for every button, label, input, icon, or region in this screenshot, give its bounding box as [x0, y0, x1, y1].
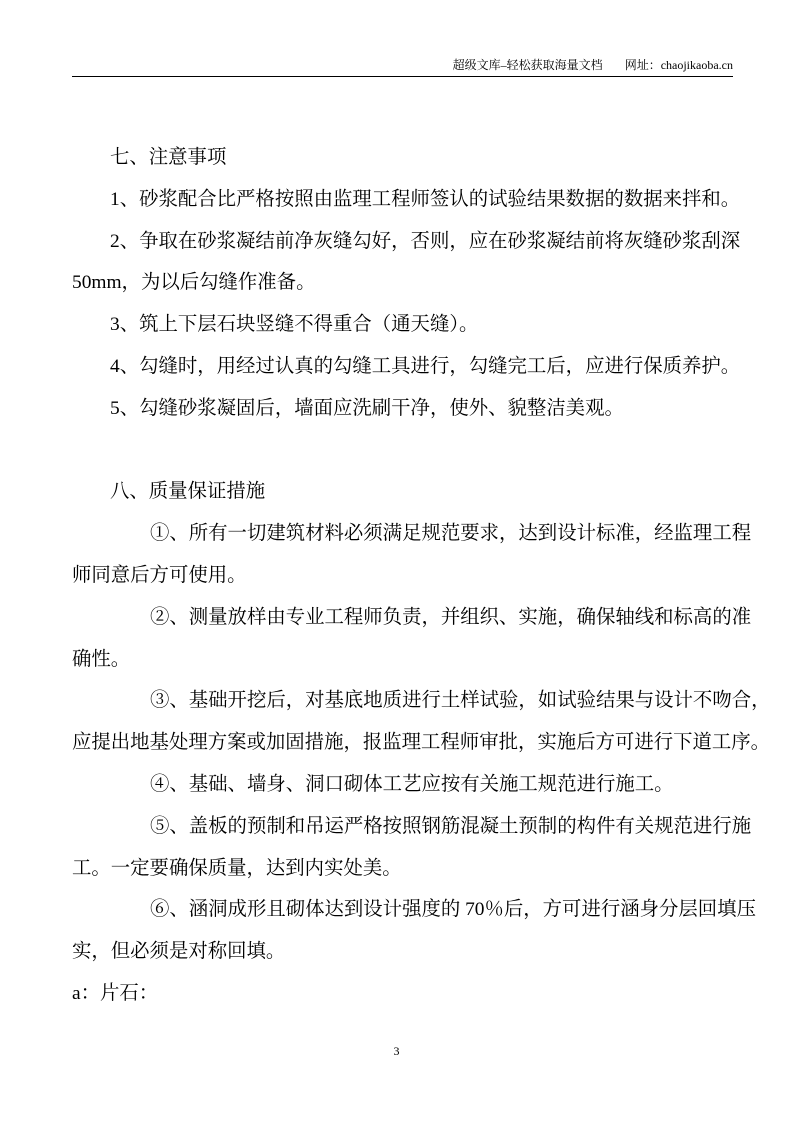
- list-item: [72, 764, 732, 806]
- paragraph-line: 确性。: [72, 648, 131, 670]
- section-heading: 七、注意事项: [110, 147, 227, 168]
- paragraph-line: 4、勾缝时，用经过认真的勾缝工具进行，勾缝完工后，应进行保质养护。: [110, 355, 741, 377]
- section7-items: [72, 179, 741, 430]
- paragraph-line: 应提出地基处理方案或加固措施，报监理工程师审批，实施后方可进行下道工序。: [72, 732, 771, 754]
- list-item: [72, 597, 752, 681]
- paragraph-line: 师同意后方可使用。: [72, 564, 247, 586]
- list-item: [72, 179, 741, 221]
- header-url: 网址：chaojikaoba.cn: [624, 58, 733, 72]
- paragraph-line: 5、勾缝砂浆凝固后，墙面应洗刷干净，使外、貌整洁美观。: [110, 397, 624, 419]
- paragraph-line: ③、基础开挖后，对基底地质进行土样试验，如试验结果与设计不吻合，: [150, 690, 771, 712]
- paragraph-line: 1、砂浆配合比严格按照由监理工程师签认的试验结果数据的数据来拌和。: [110, 188, 741, 210]
- paragraph-line: ②、测量放样由专业工程师负责，并组织、实施，确保轴线和标高的准: [150, 606, 752, 628]
- paragraph-line: 2、争取在砂浆凝结前净灰缝勾好，否则，应在砂浆凝结前将灰缝砂浆刮深: [110, 230, 741, 252]
- paragraph-line: ⑥、涵洞成形且砌体达到设计强度的 70％后，方可进行涵身分层回填压: [150, 899, 756, 921]
- paragraph-line: 工。一定要确保质量，达到内实处美。: [72, 857, 402, 879]
- list-item: [72, 513, 752, 597]
- header-site-title: 超级文库–轻松获取海量文档: [452, 58, 603, 72]
- section-heading: 八、质量保证措施: [110, 481, 266, 503]
- blank-line: [72, 430, 732, 472]
- subheading: a：片石：: [72, 982, 159, 1004]
- paragraph-line: ①、所有一切建筑材料必须满足规范要求，达到设计标准，经监理工程: [150, 523, 752, 545]
- list-item: [72, 806, 752, 890]
- page-number: 3: [393, 1044, 400, 1058]
- page-header: [72, 57, 733, 77]
- list-item: [72, 346, 741, 388]
- paragraph-line: 50mm，为以后勾缝作准备。: [72, 272, 316, 294]
- paragraph-line: ④、基础、墙身、洞口砌体工艺应按有关施工规范进行施工。: [150, 773, 674, 795]
- paragraph-line: 实，但必须是对称回填。: [72, 941, 286, 963]
- list-item: [72, 221, 741, 305]
- paragraph-line: 3、筑上下层石块竖缝不得重合（通天缝）。: [110, 314, 479, 336]
- list-item: [72, 304, 732, 346]
- document-body: [72, 137, 771, 1015]
- list-item: [72, 680, 771, 764]
- list-item: [72, 388, 732, 430]
- paragraph-line: ⑤、盖板的预制和吊运严格按照钢筋混凝土预制的构件有关规范进行施: [150, 815, 752, 837]
- section8-items: [72, 513, 771, 973]
- list-item: [72, 889, 756, 973]
